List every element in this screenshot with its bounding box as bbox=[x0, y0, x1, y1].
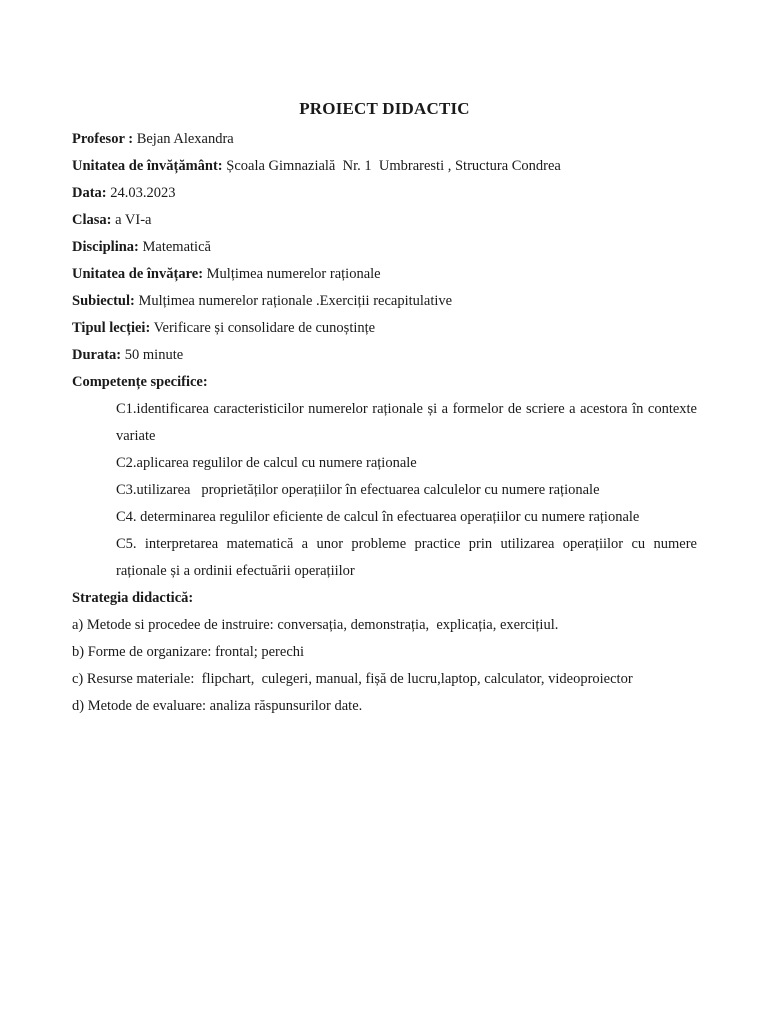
field-label: Disciplina: bbox=[72, 239, 139, 255]
field-data bbox=[72, 180, 697, 207]
field-label: Subiectul: bbox=[72, 293, 135, 309]
competenta-item: C3.utilizarea proprietăților operațiilor în efectuarea calculelor cu numere raționale bbox=[116, 482, 600, 498]
competente-list bbox=[72, 396, 697, 585]
field-profesor bbox=[72, 126, 697, 153]
competente-heading: Competențe specifice: bbox=[72, 374, 208, 390]
competenta-item: C4. determinarea regulilor eficiente de calcul în efectuarea operațiilor cu numere raționale bbox=[116, 509, 640, 525]
field-value: Verificare și consolidare de cunoștințe bbox=[153, 320, 376, 336]
field-label: Profesor : bbox=[72, 131, 134, 147]
field-value: Bejan Alexandra bbox=[136, 131, 234, 147]
field-label: Clasa: bbox=[72, 212, 112, 228]
field-label: Durata: bbox=[72, 347, 122, 363]
field-unitatea-invatamant bbox=[72, 153, 697, 180]
competenta-item: C1.identificarea caracteristicilor numerelor raționale și a formelor de scriere a acestora în contexte variate bbox=[116, 401, 697, 444]
field-value: Matematică bbox=[142, 239, 211, 255]
field-label: Unitatea de învățământ: bbox=[72, 158, 223, 174]
competenta-item: C5. interpretarea matematică a unor probleme practice prin utilizarea operațiilor cu numere raționale și a ordinii efectuării operațiilor bbox=[116, 536, 697, 579]
field-tipul-lectiei bbox=[72, 315, 697, 342]
strategia-item: d) Metode de evaluare: analiza răspunsurilor date. bbox=[72, 698, 363, 714]
strategia-item: c) Resurse materiale: flipchart, culegeri, manual, fișă de lucru,laptop, calculator, videoproiector bbox=[72, 671, 633, 687]
field-value: Școala Gimnazială Nr. 1 Umbraresti , Structura Condrea bbox=[226, 158, 561, 174]
field-value: Mulțimea numerelor raționale bbox=[206, 266, 381, 282]
field-value: 50 minute bbox=[124, 347, 184, 363]
strategia-heading: Strategia didactică: bbox=[72, 590, 194, 606]
field-label: Unitatea de învățare: bbox=[72, 266, 204, 282]
strategia-item: b) Forme de organizare: frontal; perechi bbox=[72, 644, 305, 660]
strategia-item: a) Metode si procedee de instruire: conversația, demonstrația, explicația, exercițiul. bbox=[72, 617, 559, 633]
document-page bbox=[72, 98, 697, 720]
field-unitatea-invatare bbox=[72, 261, 697, 288]
field-label: Data: bbox=[72, 185, 107, 201]
field-disciplina bbox=[72, 234, 697, 261]
field-value: a VI-a bbox=[115, 212, 152, 228]
field-clasa bbox=[72, 207, 697, 234]
field-label: Tipul lecției: bbox=[72, 320, 151, 336]
field-value: 24.03.2023 bbox=[110, 185, 176, 201]
field-subiectul bbox=[72, 288, 697, 315]
document-title: PROIECT DIDACTIC bbox=[299, 99, 470, 118]
competenta-item: C2.aplicarea regulilor de calcul cu numere raționale bbox=[116, 455, 417, 471]
field-value: Mulțimea numerelor raționale .Exerciții recapitulative bbox=[138, 293, 453, 309]
field-durata bbox=[72, 342, 697, 369]
